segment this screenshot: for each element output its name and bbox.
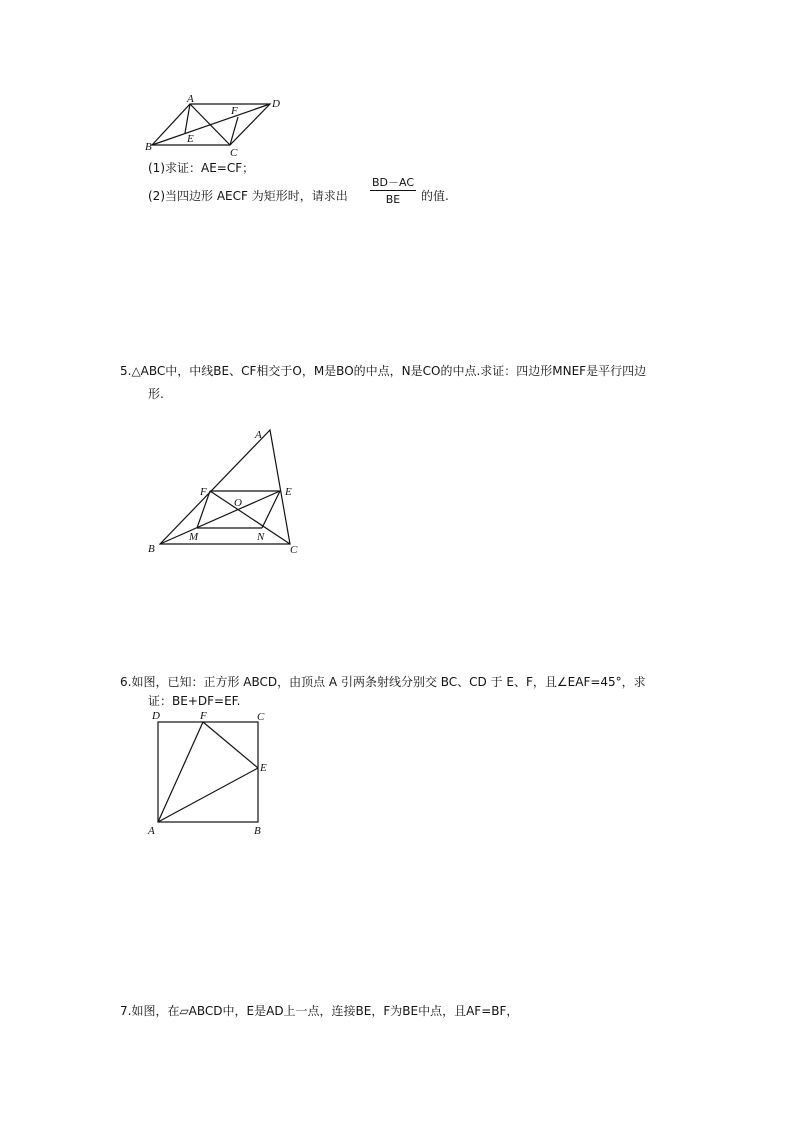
q6-line2: 证：BE+DF=EF. <box>148 694 241 708</box>
q4-label-d: D <box>272 98 280 110</box>
q4-label-e: E <box>187 133 194 145</box>
q6-label-c: C <box>257 711 265 723</box>
q4-part2-suffix: 的值. <box>421 189 449 203</box>
q5-label-e: E <box>285 486 292 498</box>
q6-label-a: A <box>148 825 155 836</box>
q4-part1-text: (1)求证：AE=CF； <box>148 161 255 175</box>
q5-label-n: N <box>257 531 265 543</box>
q5-triangle-figure <box>144 424 310 558</box>
q6-label-e: E <box>260 762 267 774</box>
q4-fraction-numerator: BD－AC <box>372 176 415 189</box>
q4-fraction-denominator: BE <box>385 193 401 206</box>
q6-label-d: D <box>152 710 160 722</box>
q6-label-f: F <box>200 710 207 722</box>
q4-label-f: F <box>231 105 238 117</box>
q5-label-m: M <box>189 531 199 543</box>
q6-line1: 6.如图，已知：正方形 ABCD，由顶点 A 引两条射线分别交 BC、CD 于 E、F，且∠EAF=45°，求 <box>120 675 646 689</box>
q5-label-b: B <box>148 543 155 555</box>
q4-part2-prefix: (2)当四边形 AECF 为矩形时，请求出 <box>148 189 348 203</box>
q4-parallelogram-figure <box>140 92 290 158</box>
q5-line2: 形. <box>148 387 164 401</box>
q4-fraction <box>370 176 416 206</box>
q6-label-b: B <box>254 825 261 836</box>
q6-square-figure <box>144 706 274 836</box>
q5-label-c: C <box>290 544 298 556</box>
q4-label-b: B <box>145 141 152 153</box>
q5-line1: 5.△ABC中，中线BE、CF相交于O，M是BO的中点，N是CO的中点.求证：四边形MNEF是平行四边 <box>120 364 647 378</box>
q4-label-a: A <box>187 93 194 105</box>
q7-line1: 7.如图，在▱ABCD中，E是AD上一点，连接BE，F为BE中点，且AF=BF， <box>120 1004 519 1018</box>
q5-label-f: F <box>200 486 207 498</box>
q5-label-a: A <box>255 429 262 441</box>
q5-label-o: O <box>234 497 242 509</box>
q4-label-c: C <box>230 147 238 158</box>
